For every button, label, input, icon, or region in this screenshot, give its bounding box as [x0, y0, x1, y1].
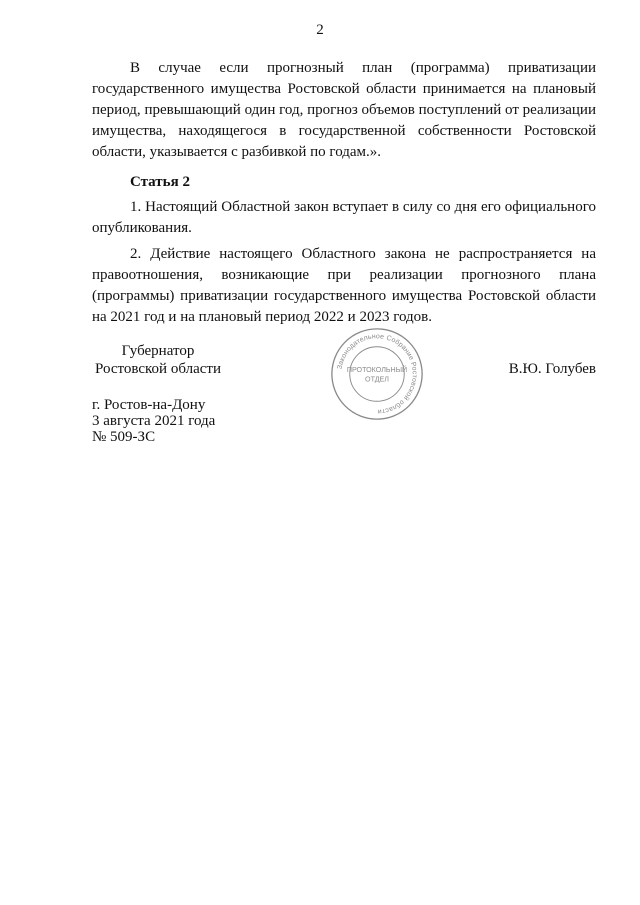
- city: г. Ростов-на-Дону: [92, 397, 206, 413]
- stamp-center-line-1: ПРОТОКОЛЬНЫЙ: [346, 366, 408, 375]
- adoption-date: 3 августа 2021 года: [92, 413, 216, 429]
- official-stamp: [330, 327, 424, 421]
- paragraph-entry-into-force: 1. Настоящий Областной закон вступает в силу со дня его официального опубликования.: [92, 199, 596, 236]
- place-date-block: [92, 397, 215, 445]
- paragraph-privatization-forecast: В случае если прогнозный план (программа) приватизации государственного имущества Ростовской области принимается на плановый период, превышающий один год, прогноз объемов поступлений от реализации имущества, находящегося в государственной собственности Ростовской области, указывается с разбивкой по годам.».: [92, 60, 596, 160]
- stamp-ring-text: Законодательное Собрание Ростовской области: [336, 333, 418, 415]
- signatory-title-line-1: Губернатор: [121, 343, 195, 359]
- page-number: 2: [316, 22, 324, 38]
- stamp-center-line-2: ОТДЕЛ: [365, 375, 389, 384]
- paragraph-scope-exclusion: 2. Действие настоящего Областного закона не распространяется на правоотношения, возникающие при реализации прогнозного плана (программы) приватизации государственного имущества Ростовской области на 2021 год и на плановый период 2022 и 2023 годов.: [92, 246, 596, 325]
- law-number: № 509-ЗС: [92, 429, 156, 445]
- article-2-title: Статья 2: [130, 174, 190, 190]
- signatory-title: [92, 342, 224, 378]
- signatory-title-line-2: Ростовской области: [95, 361, 221, 377]
- signatory-name: В.Ю. Голубев: [508, 361, 596, 377]
- document-body: [92, 58, 596, 328]
